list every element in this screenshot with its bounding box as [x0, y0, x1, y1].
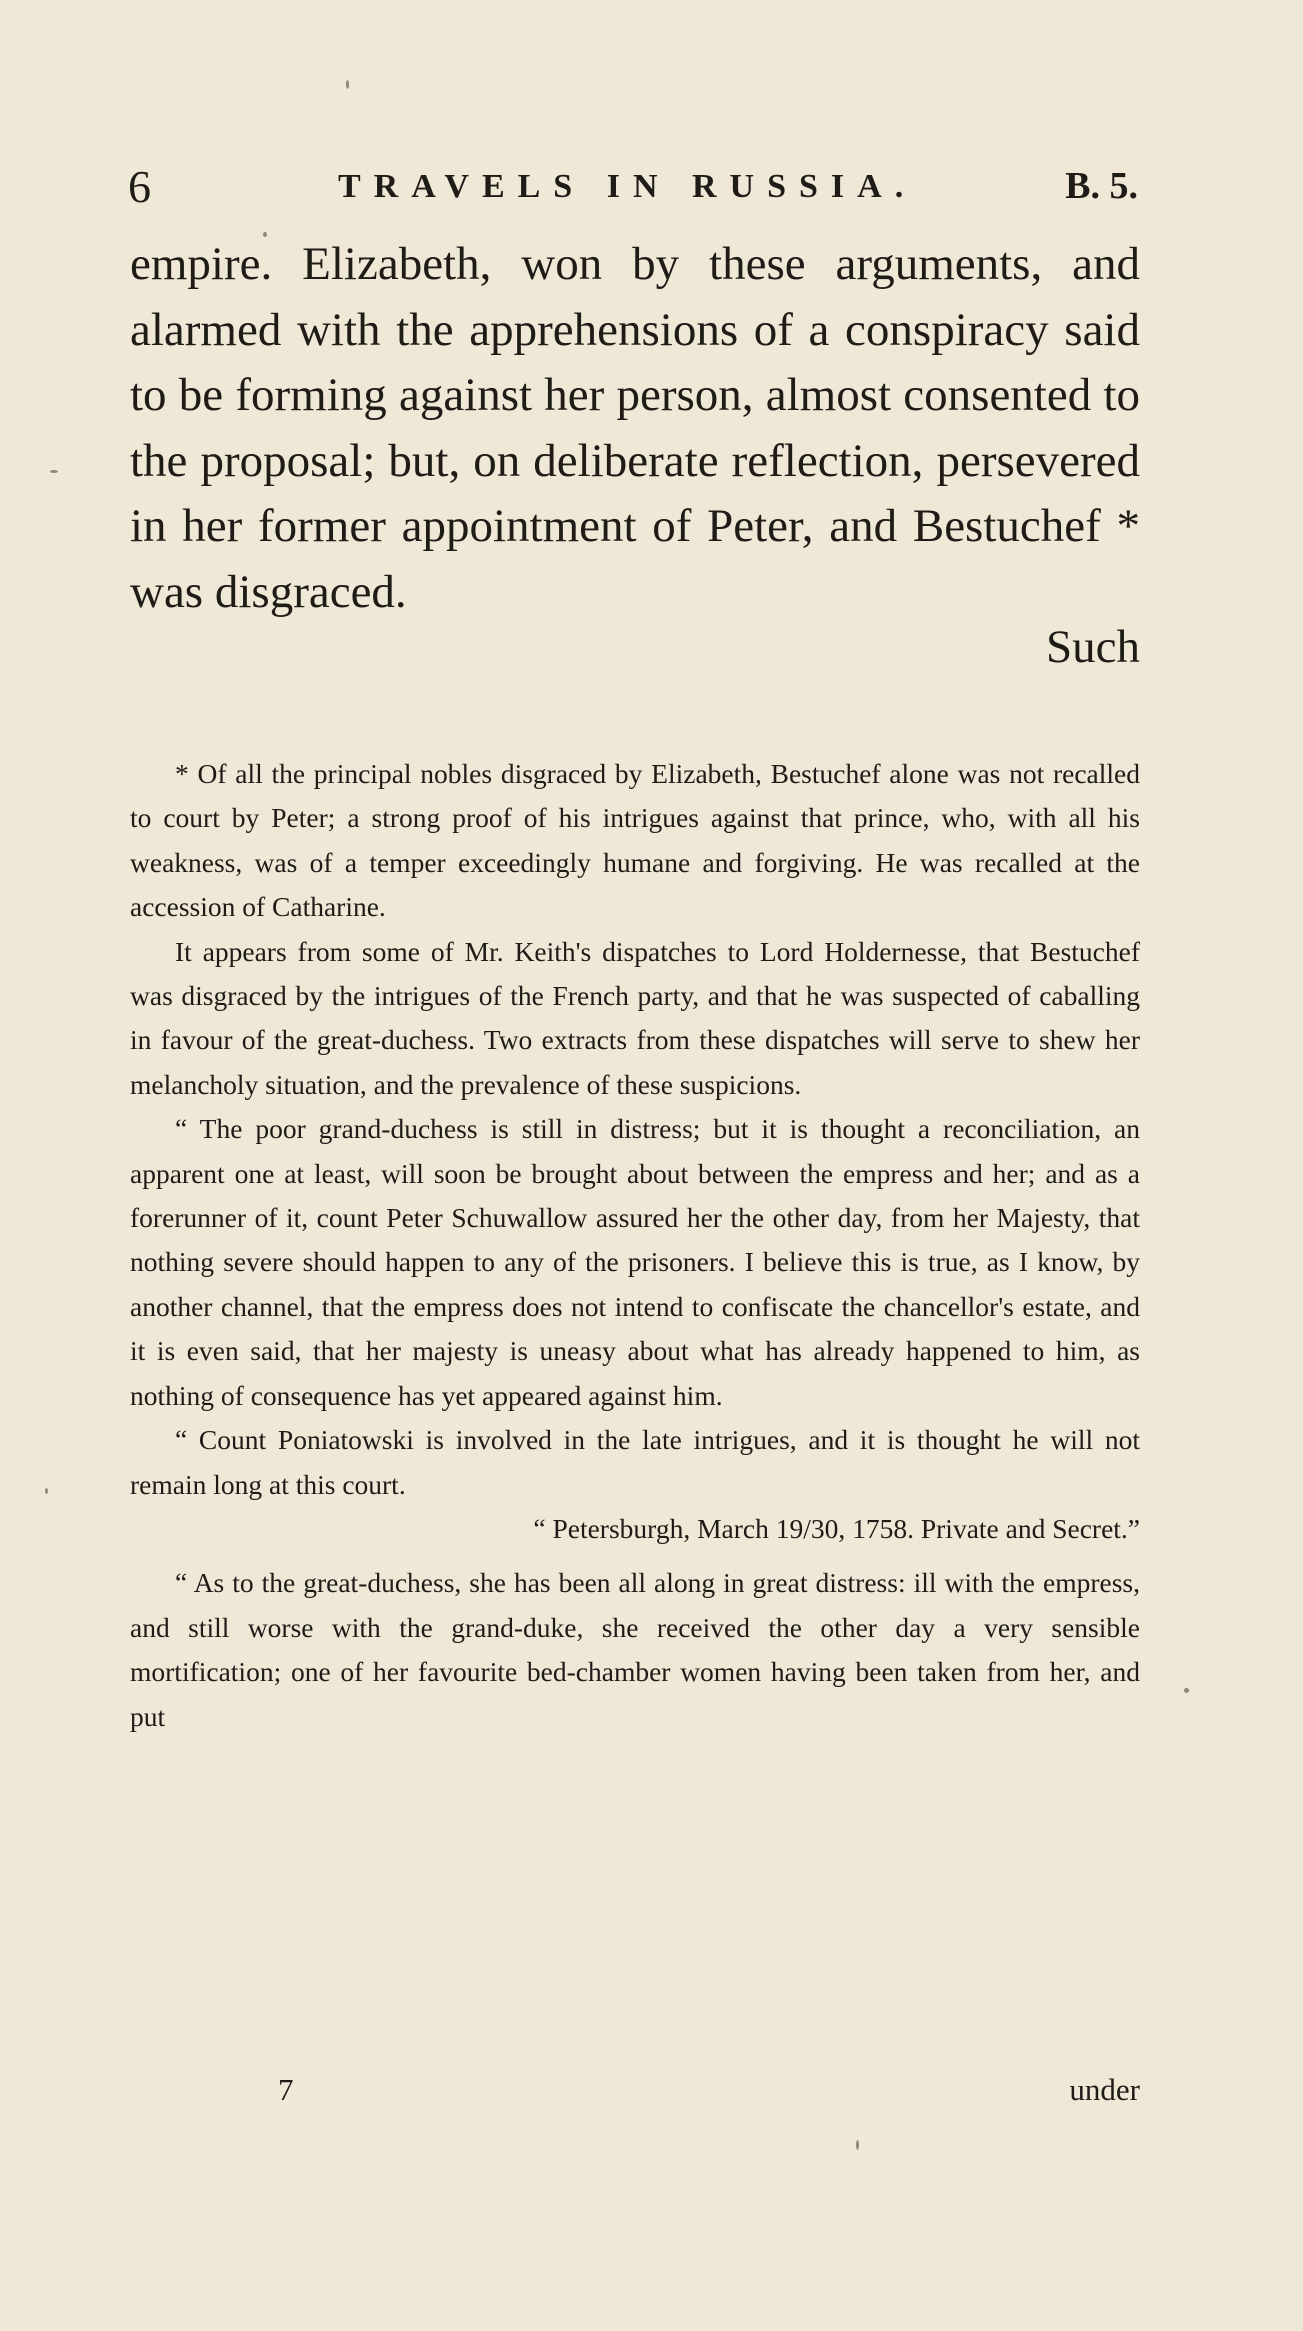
page-footer	[130, 2072, 1140, 2122]
book-reference: B. 5.	[1065, 165, 1138, 207]
footnote-paragraph-2: It appears from some of Mr. Keith's dispatches to Lord Holdernesse, that Bestuchef was disgraced by the intrigues of the French party, and that he was suspected of caballing in favour of the great-duchess. Two extracts from these dispatches will serve to shew her melancholy situation, and the prevalence of these suspicions.	[130, 935, 1140, 1100]
footnote-paragraph-5: “ As to the great-duchess, she has been all along in great distress: ill with the empress, and still worse with the grand-duke, she received the other day a very sensible mortification; one of her favourite bed-chamber women having been taken from her, and put	[130, 1567, 1140, 1732]
footnote-block	[130, 752, 1140, 1739]
paper-speck	[346, 80, 349, 89]
signature-mark: 7	[278, 2072, 294, 2107]
paper-speck	[1184, 1688, 1189, 1693]
paper-speck	[856, 2140, 859, 2150]
main-paragraph: empire. Elizabeth, won by these arguments, and alarmed with the apprehensions of a conspiracy said to be forming against her person, almost consented to the proposal; but, on deliberate reflection, persevered in her former appointment of Peter, and Bestuchef * was disgraced.	[130, 238, 1140, 618]
footnote-paragraph-1: * Of all the principal nobles disgraced by Elizabeth, Bestuchef alone was not recalled to court by Peter; a strong proof of his intrigues against that prince, who, with all his weakness, was of a temper exceedingly humane and forgiving. He was recalled at the accession of Catharine.	[130, 758, 1140, 923]
footnote-paragraph-3: “ The poor grand-duchess is still in distress; but it is thought a reconciliation, an apparent one at least, will soon be brought about between the empress and her; and as a forerunner of it, count Peter Schuwallow assured her the other day, from her Majesty, that nothing severe should happen to any of the prisoners. I believe this is true, as I know, by another channel, that the empress does not intend to confiscate the chancellor's estate, and it is even said, that her majesty is uneasy about what has already happened to him, as nothing of consequence has yet appeared against him.	[130, 1113, 1140, 1411]
main-text	[130, 232, 1140, 625]
paper-speck	[45, 1488, 48, 1494]
running-title: TRAVELS IN RUSSIA.	[338, 168, 917, 205]
footnote-paragraph-4: “ Count Poniatowski is involved in the late intrigues, and it is thought he will not remain long at this court.	[130, 1424, 1140, 1500]
page-number: 6	[128, 161, 151, 212]
paper-speck	[50, 470, 58, 473]
dispatch-signature: “ Petersburgh, March 19/30, 1758. Private and Secret.”	[533, 1512, 1140, 1544]
page-header	[128, 160, 1138, 210]
paper-speck	[263, 232, 267, 237]
main-catchword: Such	[1046, 621, 1140, 673]
footnote-catchword: under	[1069, 2072, 1140, 2107]
